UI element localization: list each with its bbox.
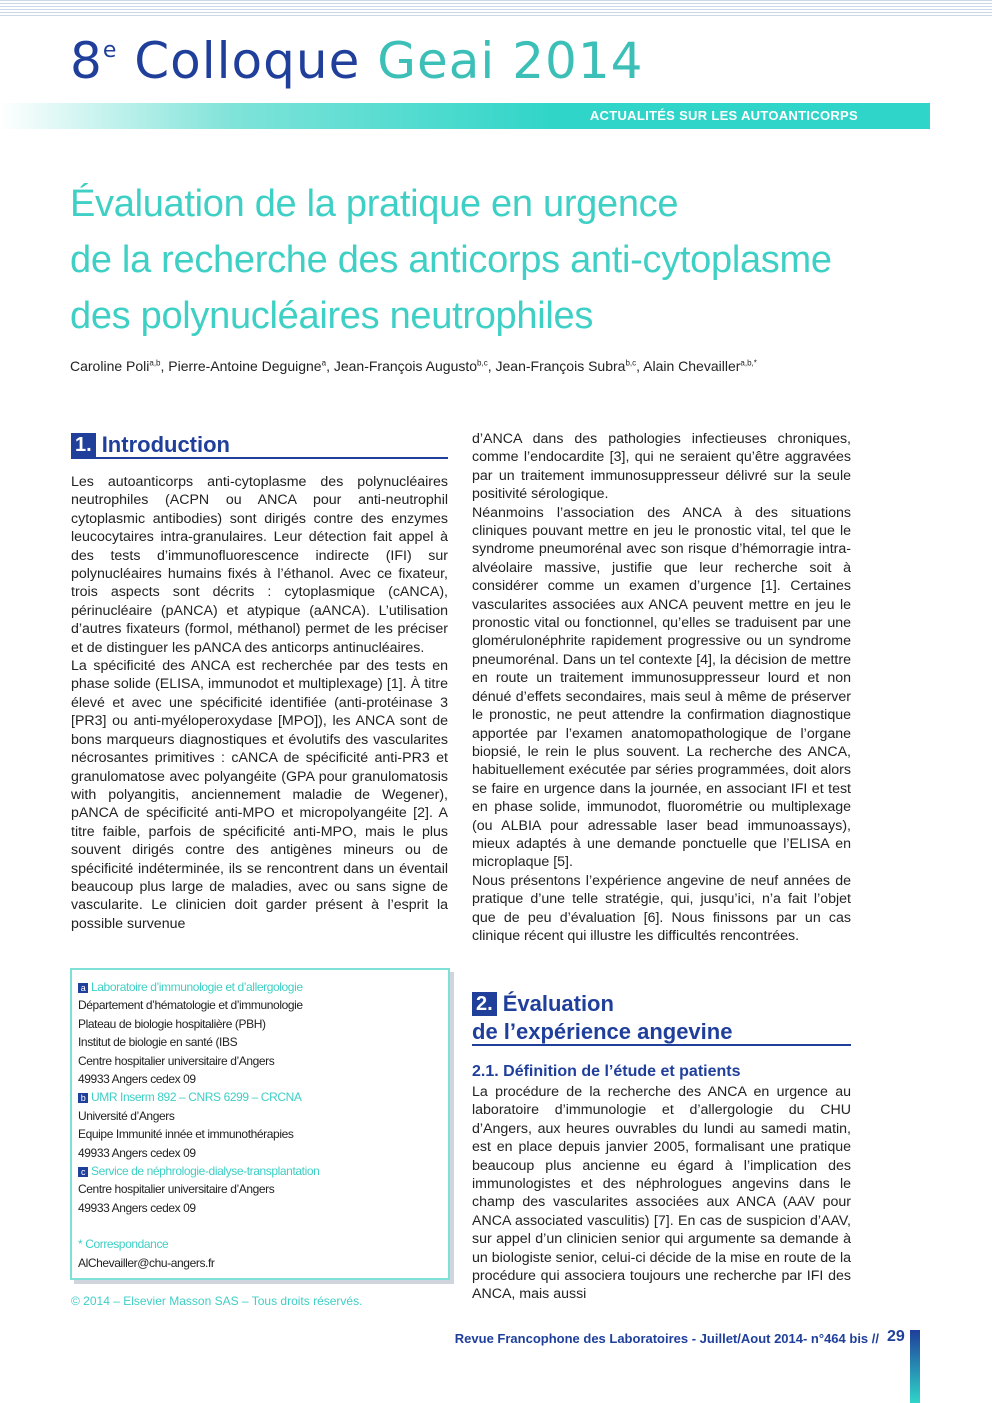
colloque-suffix: e (102, 38, 118, 63)
title-line: des polynucléaires neutrophiles (70, 295, 594, 337)
affiliation-heading: UMR Inserm 892 – CNRS 6299 – CRCNA (91, 1090, 302, 1105)
affiliation-heading: Laboratoire d’immunologie et d’allergologie (91, 980, 303, 994)
affiliation-tag: c (78, 1167, 88, 1177)
author-affiliation: a (321, 358, 327, 368)
author-affiliation: b,c (477, 358, 488, 368)
section-2-title-line1: Évaluation (502, 991, 614, 1016)
affiliation-line: Centre hospitalier universitaire d’Angers (78, 1053, 275, 1068)
section-1-number: 1. (71, 433, 96, 457)
title-line: Évaluation de la pratique en urgence (70, 183, 679, 225)
colloque-year: 2014 (512, 32, 644, 90)
section-label: ACTUALITÉS SUR LES AUTOANTICORPS (589, 108, 858, 123)
affiliation-line: 49933 Angers cedex 09 (78, 1072, 196, 1087)
correspondence-label: * Correspondance (78, 1237, 169, 1252)
paragraph: Néanmoins l’association des ANCA à des situations cliniques pouvant mettre en jeu le pronostic vital, tel que le syndrome pneumorénal avec son risque d’hémorragie intra-alvéolaire massive, justifie que leur recherche soit à considérer comme un examen d’urgence [1]. Certaines vascularites associées aux ANCA peuvent mettre en jeu le pronostic vital ou fonctionnel, qu’elles se traduisent par une glomérulonéphrite rapidement progressive ou un syndrome pneumorénal. Dans un tel contexte [4], la décision de mettre en route un traitement immunosuppresseur lourd et non dénué d’effets secondaires, mais seul à même de préserver le pronostic, ne peut attendre la confirmation diagnostique apportée par l’examen anatomopathologique de l’organe biopsié, le rein le plus souvent. La recherche des ANCA, habituellement exécutée par séries programmées, doit alors se faire en urgence dans la journée, en associant IFI et test en phase solide, immunodot, fluorométrie ou multiplexage (ou ALBIA pour adressable laser bead immunoassays), mieux adaptés à une demande ponctuelle que l’ELISA en microplaque [5]. (472, 504, 851, 871)
author-affiliation: a,b (149, 358, 161, 368)
colloque-number: 8 (70, 32, 103, 90)
affiliation-line: Institut de biologie en santé (IBS (78, 1035, 238, 1050)
author-name: Alain Chevailler (643, 358, 741, 374)
affiliation-line: Université d’Angers (78, 1108, 175, 1123)
affiliation-tag: a (78, 983, 88, 993)
right-column-s21 (472, 1083, 851, 1304)
affiliation-line: 49933 Angers cedex 09 (78, 1200, 196, 1215)
author-affiliation: b,c (625, 358, 637, 368)
article-title (70, 176, 930, 344)
paragraph: Les autoanticorps anti-cytoplasme des polynucléaires neutrophiles (ACPN ou ANCA pour anti-neutrophil cytoplasmic antibodies) sont dirigés contre des enzymes leucocytaires intra-granulaires. Leur détection fait appel à des tests d’immunofluorescence indirecte (IFI) sur polynucléaires humains fixés à l’éthanol. Avec ce fixateur, trois aspects sont décrits : cytoplasmique (cANCA), périnucléaire (pANCA) et atypique (aANCA). L’utilisation d’autres fixateurs (formol, méthanol) permet de les préciser et de distinguer les pANCA des anticorps antinucléaires. (71, 474, 448, 656)
section-bar (0, 103, 930, 129)
subsection-2-1-title: 2.1. Définition de l’étude et patients (472, 1063, 741, 1080)
affiliation-heading: Service de néphrologie-dialyse-transplantation (91, 1164, 320, 1179)
author-name: Jean-François Subra (495, 358, 626, 374)
copyright: © 2014 – Elsevier Masson SAS – Tous droits réservés. (71, 1294, 363, 1308)
author-name: Caroline Poli (70, 358, 150, 374)
affiliation-tag: b (78, 1093, 88, 1103)
author-affiliation: a,b,* (740, 358, 757, 368)
left-column (71, 473, 448, 933)
colloque-name: Geai (377, 32, 496, 90)
section-1-title: Introduction (101, 432, 230, 457)
paragraph: La procédure de la recherche des ANCA en urgence au laboratoire d’immunologie et d’allergologie du CHU d’Angers, aux heures ouvrables du lundi au samedi matin, est en place depuis janvier 2005, formalisant une pratique beaucoup plus ancienne eu égard à l’implication des immunologistes et des néphrologues angevins dans le champ des vascularites associées aux ANCA (AAV pour ANCA associated vasculitis) [7]. En cas de suspicion d’AAV, sur appel d’un clinicien senior qui argumente sa demande à un biologiste senior, celui-ci décide de la mise en route de la procédure qui associera toujours une recherche par IFI des ANCA, mais aussi (472, 1084, 851, 1303)
affiliation-line: Plateau de biologie hospitalière (PBH) (78, 1016, 266, 1031)
journal-footer: Revue Francophone des Laboratoires - Juillet/Aout 2014- n°464 bis // (454, 1331, 879, 1346)
affiliation-line: Equipe Immunité innée et immunothérapies (78, 1127, 294, 1142)
section-2-number: 2. (472, 992, 497, 1016)
author-list: Caroline Poli$^{a,b}$, Pierre-Antoine Deguigne$^a$, Jean-François Augusto$^{b,c}$, Jean-François Subra$^{b,c}$, Alain Chevailler$^{a,b,*}$ (70, 358, 757, 374)
affiliation-line: 49933 Angers cedex 09 (78, 1145, 196, 1160)
title-line: de la recherche des anticorps anti-cytoplasme (70, 239, 832, 281)
right-column-intro (472, 430, 851, 945)
section-1-heading (71, 432, 230, 458)
affiliations-box (70, 968, 450, 1280)
affiliation-line: Département d’hématologie et d’immunologie (78, 998, 303, 1013)
header-stripes (0, 0, 992, 16)
correspondence-email: AlChevailler@chu-angers.fr (78, 1255, 215, 1270)
affiliation-line: Centre hospitalier universitaire d’Angers (78, 1182, 275, 1197)
section-2-heading (472, 991, 614, 1017)
page-side-bar (910, 1330, 920, 1403)
section-2-title-line2: de l’expérience angevine (472, 1019, 733, 1044)
affiliations-list (78, 978, 319, 1272)
colloque-word: Colloque (134, 32, 361, 90)
paragraph: d’ANCA dans des pathologies infectieuses chroniques, comme l’endocardite [3], qui ne seraient qu’être aggravées par un traitement immunosuppresseur délivré sur la seule positivité sérologique. (472, 431, 851, 503)
paragraph: La spécificité des ANCA est recherchée par des tests en phase solide (ELISA, immunodot et multiplexage) [1]. À titre élevé et avec une spécificité identifiée (anti-protéinase 3 [PR3] ou anti-myéloperoxydase [MPO]), les ANCA sont de bons marqueurs diagnostiques et évolutifs des vascularites nécrosantes primitives : cANCA de spécificité anti-PR3 et granulomatose avec polyangéite (GPA pour granulomatosis with polyangitis, anciennement maladie de Wegener), pANCA de spécificité anti-MPO et micropolyangéite [2]. A titre faible, parfois de spécificité anti-MPO, mais le plus souvent dirigés contre des antigènes mineurs ou de spécificité indéterminée, ils se rencontrent dans un éventail beaucoup plus large de maladies, avec ou sans signe de vascularite. Le clinicien doit garder présent à l’esprit la possible survenue (71, 658, 448, 932)
section-1-rule (71, 457, 448, 459)
author-name: Jean-François Augusto (333, 358, 478, 374)
page-number: 29 (887, 1328, 905, 1345)
section-2-rule (472, 1044, 851, 1046)
paragraph: Nous présentons l’expérience angevine de neuf années de pratique d’une telle stratégie, qui, jusqu’ici, n’a fait l’objet que de peu d’évaluation [6]. Nous finissons par un cas clinique récent qui illustre les difficultés rencontrées. (472, 872, 851, 944)
colloque-title (70, 32, 643, 90)
author-name: Pierre-Antoine Deguigne (168, 358, 322, 374)
